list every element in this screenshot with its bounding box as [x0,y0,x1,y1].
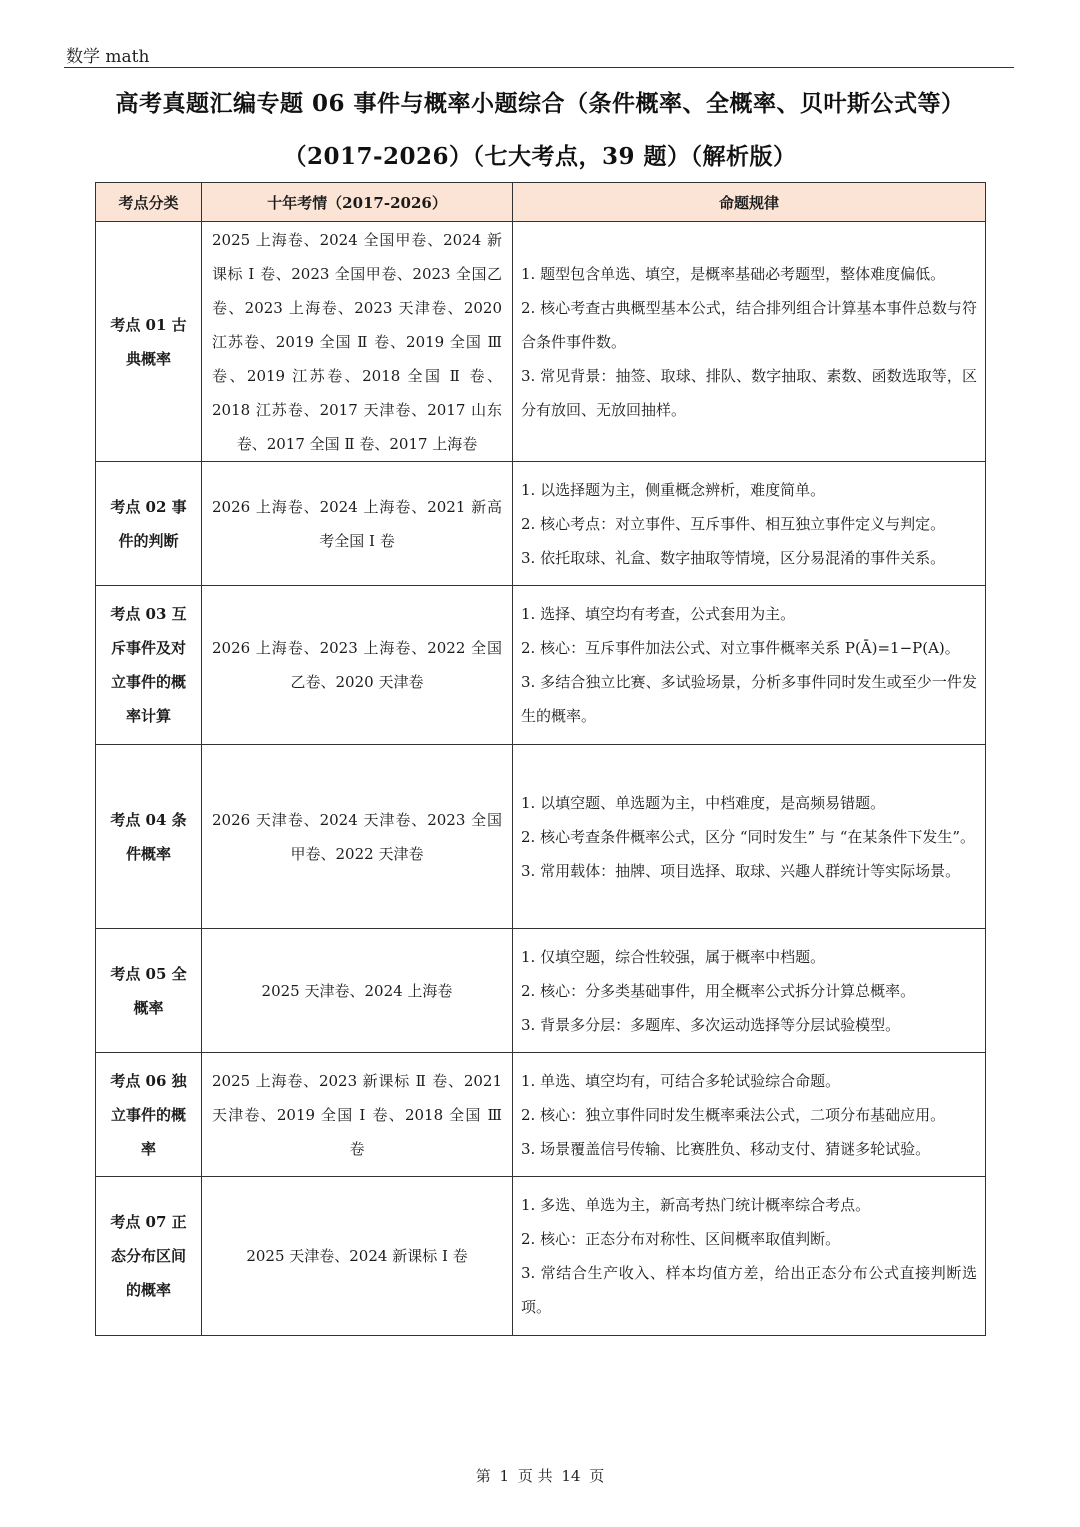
topic-cell: 考点 05 全概率 [96,929,202,1053]
rules-cell [513,586,986,745]
rule-item: 1. 多选、单选为主，新高考热门统计概率综合考点。 [521,1196,871,1214]
rule-item: 3. 常用载体：抽牌、项目选择、取球、兴趣人群统计等实际场景。 [521,861,961,880]
rule-item: 3. 多结合独立比赛、多试验场景，分析多事件同时发生或至少一件发生的概率。 [521,673,977,725]
years-cell: 2025 天津卷、2024 新课标 Ⅰ 卷 [202,1177,513,1336]
topic-cell: 考点 02 事件的判断 [96,462,202,586]
table-row [96,222,986,462]
rule-item: 1. 以填空题、单选题为主，中档难度，是高频易错题。 [521,793,886,812]
rule-item: 2. 核心：独立事件同时发生概率乘法公式，二项分布基础应用。 [521,1105,946,1124]
table-row [96,1053,986,1177]
rule-item: 1. 仅填空题，综合性较强，属于概率中档题。 [521,947,826,966]
rule-item: 3. 依托取球、礼盒、数字抽取等情境，区分易混淆的事件关系。 [521,548,946,567]
years-cell: 2025 上海卷、2024 全国甲卷、2024 新课标 Ⅰ 卷、2023 全国甲卷、2023 全国乙卷、2023 上海卷、2023 天津卷、2020 江苏卷、2019 全国 Ⅱ 卷、2019 全国 Ⅲ 卷、2019 江苏卷、2018 全国 Ⅱ 卷、2018 江苏卷、2017 天津卷、2017 山东卷、2017 全国 Ⅱ 卷、2017 上海卷 [202,222,513,462]
footer-prefix: 第 [475,1467,491,1485]
footer-middle: 页 共 [517,1467,553,1485]
header-divider [64,67,1014,68]
rule-item: 2. 核心：分多类基础事件，用全概率公式拆分计算总概率。 [521,981,916,1000]
topics-table [95,182,986,1336]
topic-cell: 考点 04 条件概率 [96,745,202,929]
rules-cell [513,1177,986,1336]
rules-cell [513,462,986,586]
rule-item: 3. 场景覆盖信号传输、比赛胜负、移动支付、猜谜多轮试验。 [521,1139,931,1158]
rule-item: 2. 核心考查条件概率公式，区分 “同时发生” 与 “在某条件下发生”。 [521,827,976,846]
rule-item: 1. 题型包含单选、填空，是概率基础必考题型，整体难度偏低。 [521,264,946,283]
table-row [96,462,986,586]
rule-item: 3. 常见背景：抽签、取球、排队、数字抽取、素数、函数选取等，区分有放回、无放回抽样。 [521,366,977,419]
years-cell: 2025 上海卷、2023 新课标 Ⅱ 卷、2021 天津卷、2019 全国 Ⅰ 卷、2018 全国 Ⅲ 卷 [202,1053,513,1177]
rule-item: 2. 核心考查古典概型基本公式，结合排列组合计算基本事件总数与符合条件事件数。 [521,298,977,351]
years-cell: 2025 天津卷、2024 上海卷 [202,929,513,1053]
page-footer [0,1465,1080,1486]
header-topic: 考点分类 [96,183,202,222]
table-row [96,586,986,745]
rules-cell [513,929,986,1053]
page-number: 1 [499,1467,510,1485]
rules-cell [513,745,986,929]
document-title: 高考真题汇编专题 06 事件与概率小题综合（条件概率、全概率、贝叶斯公式等） [115,90,965,117]
rules-cell [513,222,986,462]
rule-item: 2. 核心考点：对立事件、互斥事件、相互独立事件定义与判定。 [521,514,946,533]
topic-cell: 考点 03 互斥事件及对立事件的概率计算 [96,586,202,745]
years-cell: 2026 上海卷、2023 上海卷、2022 全国乙卷、2020 天津卷 [202,586,513,745]
topic-cell: 考点 01 古典概率 [96,222,202,462]
years-cell: 2026 上海卷、2024 上海卷、2021 新高考全国 Ⅰ 卷 [202,462,513,586]
rule-item: 3. 常结合生产收入、样本均值方差，给出正态分布公式直接判断选项。 [521,1264,977,1316]
rule-item: 2. 核心：正态分布对称性、区间概率取值判断。 [521,1230,841,1248]
years-cell: 2026 天津卷、2024 天津卷、2023 全国甲卷、2022 天津卷 [202,745,513,929]
rule-item: 1. 选择、填空均有考查，公式套用为主。 [521,605,796,623]
subject-label: 数学 math [66,47,150,67]
topic-cell: 考点 06 独立事件的概率 [96,1053,202,1177]
header-years: 十年考情（2017-2026） [202,183,513,222]
topic-cell: 考点 07 正态分布区间的概率 [96,1177,202,1336]
table-header-row [96,183,986,222]
rule-item: 3. 背景多分层：多题库、多次运动选择等分层试验模型。 [521,1015,901,1034]
rules-cell [513,1053,986,1177]
rule-item: 2. 核心：互斥事件加法公式、对立事件概率关系 P(Ā)=1−P(A)。 [521,639,960,657]
header-rules: 命题规律 [513,183,986,222]
document-subtitle: （2017-2026）（七大考点，39 题）（解析版） [283,143,797,170]
table-row [96,1177,986,1336]
table-row [96,929,986,1053]
table-row [96,745,986,929]
rule-item: 1. 单选、填空均有，可结合多轮试验综合命题。 [521,1071,841,1090]
page-total: 14 [561,1467,581,1485]
footer-suffix: 页 [589,1467,605,1485]
rule-item: 1. 以选择题为主，侧重概念辨析，难度简单。 [521,480,826,499]
